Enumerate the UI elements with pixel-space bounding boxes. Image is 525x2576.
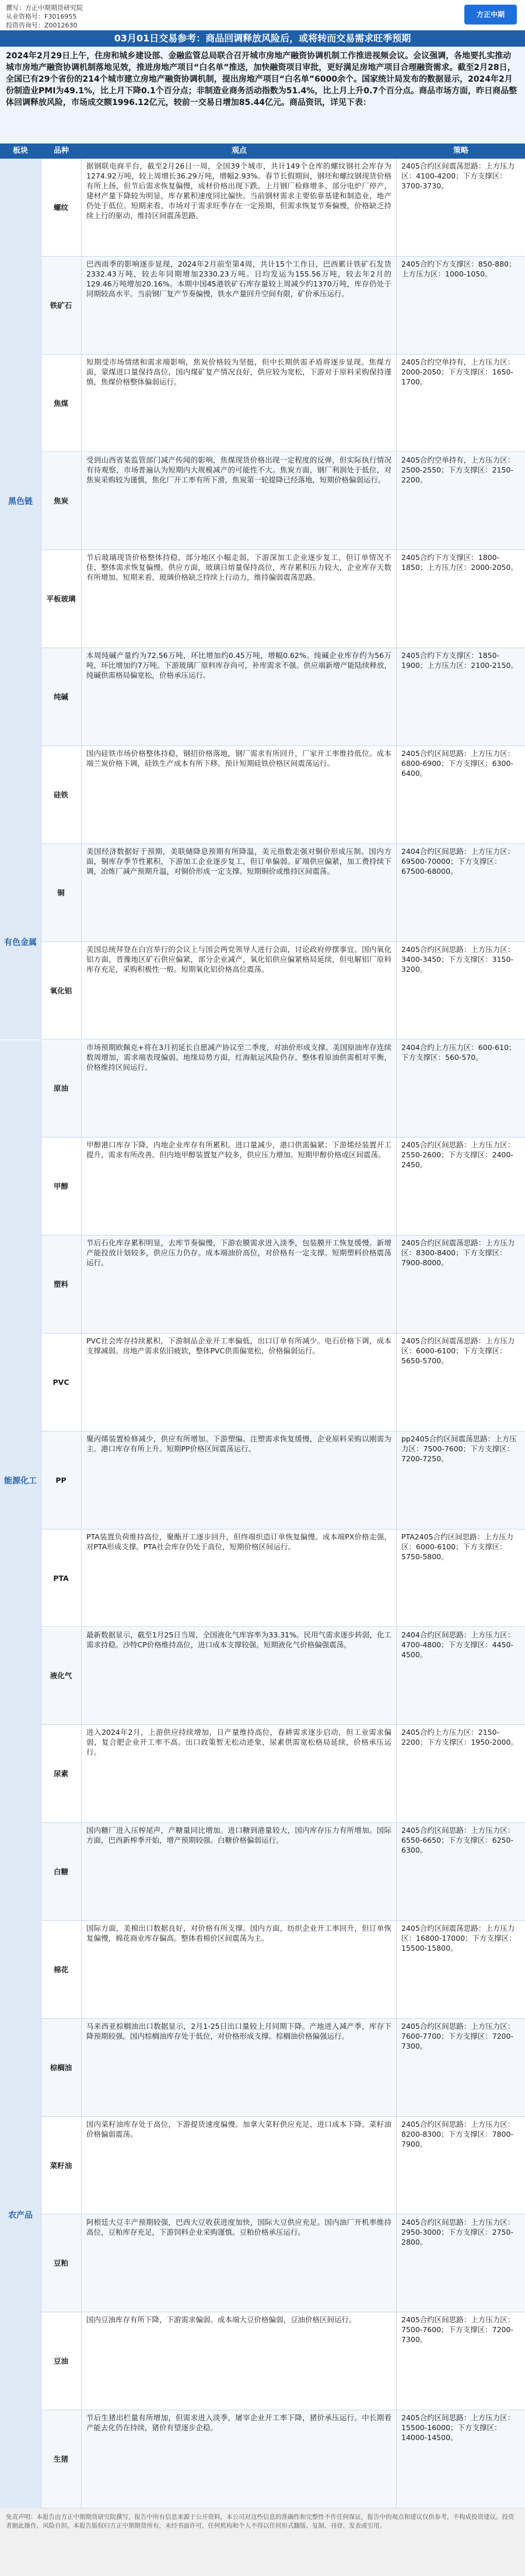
product-name: 菜籽油 (41, 2117, 82, 2214)
product-name: 豆粕 (41, 2215, 82, 2312)
table-row (0, 648, 525, 746)
view-text: 聚丙烯装置检修减少，供应有所增加。下游塑编、注塑需求恢复缓慢，企业原料采购以刚需为主。港口库存有所上升。短期PP价格区间震荡运行。 (82, 1432, 397, 1529)
strategy-text: PTA2405合约区间思路：上方压力区：6000-6100；下方支撑区：5750-5800。 (401, 1532, 514, 1561)
view-text: 巴西雨季的影响逐步显现，2024年2月前至第4周，共计15个工作日，巴西累计铁矿石发货2332.43万吨，较去年同期增加2330.23万吨。日均发运为155.56万吨，较去年2月的129.46万吨增加20.16%。本期中国45港铁矿石库存量较上周减少约1370万吨，库存仍处于同期较高水平。当前钢厂复产节奏偏慢，铁水产量回升空间有限，矿价承压运行。 (82, 257, 397, 354)
sector-label: 黑色链 (0, 159, 41, 844)
table-row (0, 1628, 525, 1726)
product-name: 尿素 (41, 1725, 82, 1822)
table-row (0, 942, 525, 1040)
product-name: 生猪 (41, 2410, 82, 2508)
product-name: 塑料 (41, 1236, 82, 1333)
product-name: 液化气 (41, 1628, 82, 1725)
product-name: PVC (41, 1334, 82, 1431)
sector-label: 农产品 (0, 1921, 41, 2508)
page-header (0, 0, 525, 30)
view-text: 节后玻璃现货价格整体持稳，部分地区小幅走弱，下游深加工企业逐步复工，但订单情况不佳，整体需求恢复偏慢。供应方面，玻璃日熔量保持高位，库存累积压力较大，企业库存天数有所增加。短期来看，玻璃价格缺乏持续上行动力，维持偏弱震荡思路。 (82, 550, 397, 648)
strategy-text: 2404合约区间思路：上方压力区：69500-70000；下方支撑区：67500-68000。 (401, 846, 515, 876)
page-title: 03月01日交易参考：商品回调释放风险后，或将转而交易需求旺季预期 (0, 30, 525, 47)
product-name: 氧化铝 (41, 942, 82, 1040)
sector-label: 有色金属 (0, 844, 41, 1040)
view-text: 短期受市场情绪和需求端影响，焦炭价格较为坚挺，但中长期供需矛盾将逐步显现。焦煤方面，蒙煤进口量保持高位，国内煤矿复产情况良好，供应较为宽松，下游对于原料采购保持谨慎，焦煤价格整体偏弱运行。 (82, 355, 397, 452)
product-name: 白糖 (41, 1823, 82, 1920)
strategy-text: 2405合约区间思路：上方压力区：6800-6900；下方支撑区：6300-6400。 (401, 749, 515, 778)
header-view: 观点 (231, 146, 247, 155)
strategy-text: 2405合约区间思路：上方压力区：8200-8300；下方支撑区：7800-7900。 (401, 2119, 515, 2148)
strategy-text: 2405合约区间思路：上方压力区：7500-7600；下方支撑区：7200-7300。 (401, 2315, 515, 2344)
strategy-text: 2405合约下方支撑区：850-880；上方压力区：1000-1050。 (401, 259, 516, 278)
view-text: 国际方面，美棉出口数据良好，对价格有所支撑。国内方面，纺织企业开工率回升，但订单恢复偏慢，棉花商业库存偏高。整体看棉价区间震荡为主。 (82, 1921, 397, 2018)
product-name: 焦炭 (41, 453, 82, 550)
view-text: 国内豆油库存有所下降，下游需求偏弱。成本端大豆价格偏弱，豆油价格区间运行。 (82, 2312, 397, 2410)
company-logo: 方正中期 (464, 5, 517, 24)
strategy-text: 2405合约区间思路：上方压力区：3400-3450；下方支撑区：3150-3200。 (401, 944, 515, 974)
table-row (0, 844, 525, 942)
view-text: 据钢联电商平台，截至2月26日一周，全国39个城市，共计149个仓库的螺纹钢社会库存为1274.92万吨，较上周增长36.29万吨，增幅2.93%。春节长假期间，钢坯和螺纹钢现货价格有所上扬，但节后需求恢复偏慢，成材价格出现下跌。上月钢厂检修增多、部分电炉厂停产，建材产量下降较为明显，库存累积速度同比偏快。当前钢材需求主要依靠基建和制造业，地产仍处于低位。短期来看，市场对于需求旺季存在一定预期，但需求恢复节奏偏慢，价格缺乏持续上行的驱动，维持区间震荡思路。 (82, 159, 397, 256)
table-row (0, 257, 525, 355)
strategy-text: 2405合约下方支撑区：1850-1900；上方压力区：2100-2150。 (401, 651, 518, 670)
header-info (6, 4, 83, 30)
disclaimer: 免责声明：本报告由方正中期期货研究院撰写，报告中所有信息来源于公开资料，本公司对这些信息的准确性和完整性不作任何保证，报告中的观点和建议仅供参考，不构成投资建议。投资者据此操作，风险自担。本报告版权归方正中期期货所有，未经书面许可，任何机构和个人不得以任何形式翻版、复制、刊登、发表或引用。 (0, 2508, 525, 2576)
strategy-text: 2404合约区间思路：上方压力区：4700-4800；下方支撑区：4450-4500。 (401, 1630, 515, 1659)
product-name: PP (41, 1432, 82, 1529)
view-text: 马来西亚棕榈油出口数据显示，2月1-25日出口量较上月同期下降。产地进入减产季，库存下降预期较强。国内棕榈油库存处于低位，对价格形成支撑。棕榈油价格偏强运行。 (82, 2019, 397, 2116)
table-row (0, 2312, 525, 2410)
summary-text: 2024年2月29日上午，住房和城乡建设部、金融监管总局联合召开城市房地产融资协调机制工作推进视频会议。会议强调，各地要扎实推动城市房地产融资协调机制落地见效，推进房地产项目“白名单”推送，加快融资项目审批，更好满足房地产项目合理融资需求。截至2月28日，全国已有29个省份的214个城市建立房地产融资协调机制，提出房地产项目“白名单”6000余个。国家统计局发布的数据显示，2024年2月份制造业PMI为49.1%，比上月下降0.1个百分点；非制造业商务活动指数为51.4%，比上月上升0.7个百分点。商品市场方面，昨日商品整体回调释放风险，市场成交额1996.12亿元，较前一交易日增加85.44亿元。商品资讯，详见下表： (0, 47, 525, 144)
table-row (0, 1138, 525, 1236)
table-row (0, 2215, 525, 2313)
view-text: 受到山西省某监管部门减产传闻的影响，焦煤现货价格出现一定程度的反弹，但实际执行情况有待观察，市场普遍认为短期内大规模减产的可能性不大。焦炭方面，钢厂利润处于低位，对焦炭采购较为谨慎，焦化厂开工率有所下滑，焦炭第一轮提降已经落地，短期价格偏弱运行。 (82, 453, 397, 550)
strategy-text: 2405合约区间震荡思路：上方压力区：16800-17000；下方支撑区：15500-15800。 (401, 1924, 516, 1952)
table-row (0, 2117, 525, 2215)
view-text: 最新数据显示，截至1月25日当周，全国液化气库容率为33.31%。民用气需求逐步转弱，化工需求持稳。沙特CP价格维持高位，进口成本支撑较强。短期液化气价格偏强震荡。 (82, 1628, 397, 1725)
table-header (0, 144, 525, 159)
header-strategy: 策略 (453, 146, 468, 155)
header-line: 撰写：方正中期期货研究院 (6, 4, 83, 12)
table-row (0, 746, 525, 844)
strategy-text: 2405合约区间震荡思路：上方压力区：4100-4200；下方支撑区：3700-3730。 (401, 162, 515, 190)
table-row (0, 1236, 525, 1334)
strategy-text: 2405合约区间思路：上方压力区：7600-7700；下方支撑区：7200-7300。 (401, 2021, 515, 2050)
table-row (0, 1823, 525, 1921)
strategy-text: 2404合约上方压力区：600-610；下方支撑区：560-570。 (401, 1042, 516, 1062)
product-name: 纯碱 (41, 648, 82, 746)
view-text: 甲醇港口库存下降，内地企业库存有所累积。进口量减少，港口供需偏紧；下游烯烃装置开工提升，需求有所改善。但内地甲醇装置复产较多，供应压力增加。短期甲醇价格或区间震荡。 (82, 1138, 397, 1235)
table-row (0, 453, 525, 551)
product-name: 硅铁 (41, 746, 82, 844)
table-row (0, 1432, 525, 1530)
product-name: 甲醇 (41, 1138, 82, 1235)
table-row (0, 1725, 525, 1823)
product-name: PTA (41, 1530, 82, 1627)
strategy-text: pp2405合约区间震荡思路：上方压力区：7500-7600；下方支撑区：7200-7250。 (401, 1434, 517, 1463)
strategy-text: 2405合约区间震荡思路：上方压力区：8300-8400；下方支撑区：7900-8000。 (401, 1238, 515, 1268)
product-name: 原油 (41, 1040, 82, 1138)
product-name: 平板玻璃 (41, 550, 82, 648)
table-row (0, 355, 525, 453)
view-text: 阿根廷大豆丰产预期较强，巴西大豆收获进度加快，国际大豆供应充足。国内油厂开机率维持高位，豆粕库存充足，下游饲料企业采购谨慎。豆粕价格承压运行。 (82, 2215, 397, 2312)
header-sector: 板块 (12, 146, 28, 155)
table-row (0, 1334, 525, 1432)
view-text: PVC社会库存持续累积，下游制品企业开工率偏低，出口订单有所减少。电石价格下调，成本支撑减弱。房地产需求依旧疲软，整体PVC供需偏宽松，价格偏弱运行。 (82, 1334, 397, 1431)
table-row (0, 159, 525, 257)
strategy-text: 2405合约区间震荡思路：上方压力区：6000-6100；下方支撑区：5650-5700。 (401, 1336, 515, 1365)
table-row (0, 2410, 525, 2508)
view-text: 节后石化库存累积明显，去库节奏偏慢，下游农膜需求进入淡季，包装膜开工恢复缓慢。新增产能投放计划较多，供应压力仍存。成本端油价高位，对价格有一定支撑。短期塑料价格震荡运行。 (82, 1236, 397, 1333)
product-name: 焦煤 (41, 355, 82, 452)
header-line: 从业资格号：F3016955 (6, 13, 77, 20)
table-row (0, 1040, 525, 1138)
view-text: 国内菜籽油库存处于高位，下游提货速度偏慢。加拿大菜籽供应充足，进口成本下降。菜籽油价格偏弱震荡。 (82, 2117, 397, 2214)
view-text: 本周纯碱产量约为72.56万吨，环比增加约0.45万吨，增幅0.62%。纯碱企业库存约为56万吨，环比增加约7万吨。下游玻璃厂原料库存尚可，补库需求不强。供应端新增产能陆续释放，纯碱供需格局偏宽松，价格承压运行。 (82, 648, 397, 746)
view-text: 市场预期欧佩克+将在3月初延长自愿减产协议至二季度，对油价形成支撑。美国原油库存连续数周增加，需求端表现偏弱。地缘局势方面，红海航运风险仍存。整体看原油供需相对平衡，价格维持区间运行。 (82, 1040, 397, 1138)
strategy-text: 2405合约下方支撑区：1800-1850；上方压力区：2000-2050。 (401, 553, 518, 572)
product-name: 铜 (41, 844, 82, 942)
strategy-text: 2405合约区间思路：上方压力区：6550-6650；下方支撑区：6250-6300。 (401, 1826, 515, 1855)
table-row (0, 1921, 525, 2019)
strategy-text: 2405合约区间思路：上方压力区：15500-16000；下方支撑区：14000-14500。 (401, 2413, 515, 2442)
view-text: 国内硅铁市场价格整体持稳，钢招价格落地，钢厂需求有所回升，厂家开工率维持低位。成本端兰炭价格下调，硅铁生产成本有所下移。预计短期硅铁价格区间震荡运行。 (82, 746, 397, 844)
table-row (0, 2019, 525, 2117)
header-product: 品种 (53, 146, 69, 155)
header-line: 投资咨询号：Z0012630 (6, 22, 78, 29)
product-name: 棕榈油 (41, 2019, 82, 2116)
view-text: 美国经济数据好于预期，美联储降息预期有所降温，美元指数走强对铜价形成压制。国内方面，铜库存季节性累积，下游加工企业逐步复工，但订单偏弱。矿端供应偏紧，加工费持续下调，冶炼厂减产预期升温，对铜价形成一定支撑。短期铜价或维持区间震荡。 (82, 844, 397, 942)
product-name: 铁矿石 (41, 257, 82, 354)
product-name: 螺纹 (41, 159, 82, 256)
table-row (0, 550, 525, 648)
table-row (0, 1530, 525, 1628)
product-name: 棉花 (41, 1921, 82, 2018)
strategy-text: 2405合约空单持有，上方压力区：2000-2050；下方支撑区：1650-1700。 (401, 357, 515, 386)
view-text: 国内糖厂进入压榨尾声，产糖量同比增加。进口糖到港量较大，国内库存压力有所增加。国际方面，巴西新榨季开始，增产预期较强。白糖价格偏弱运行。 (82, 1823, 397, 1920)
strategy-text: 2405合约区间思路：上方压力区：2550-2600；下方支撑区：2400-2450。 (401, 1140, 515, 1170)
view-text: 进入2024年2月，上游供应持续增加，日产量维持高位，春耕需求逐步启动，但工业需求偏弱，复合肥企业开工率不高。出口政策暂无松动迹象，尿素供需宽松格局延续，价格承压运行。 (82, 1725, 397, 1822)
strategy-text: 2405合约空单持有，上方压力区：2500-2550；下方支撑区：2150-2200。 (401, 455, 515, 484)
view-text: 美国总统拜登在白宫举行的会议上与国会两党领导人进行会面，讨论政府停摆事宜。国内氧化铝方面，晋豫地区矿石供应偏紧，部分企业减产，氧化铝供应偏紧格局延续，但电解铝厂原料库存充足，采购积极性一般。短期氧化铝价格高位震荡。 (82, 942, 397, 1040)
view-text: PTA装置负荷维持高位，聚酯开工逐步回升，但终端织造订单恢复偏慢。成本端PX价格走强，对PTA形成支撑。PTA社会库存仍处于高位，短期价格区间运行。 (82, 1530, 397, 1627)
sector-label: 能源化工 (0, 1040, 41, 1922)
strategy-text: 2405合约上方压力区：2150-2200；下方支撑区：1950-2000。 (401, 1728, 518, 1747)
product-name: 豆油 (41, 2312, 82, 2410)
strategy-text: 2405合约区间思路：上方压力区：2950-3000；下方支撑区：2750-2800。 (401, 2217, 515, 2246)
view-text: 节后生猪出栏量有所增加，但需求进入淡季，屠宰企业开工率下降，猪价承压运行。中长期看产能去化仍在持续，猪价有望逐步企稳。 (82, 2410, 397, 2508)
